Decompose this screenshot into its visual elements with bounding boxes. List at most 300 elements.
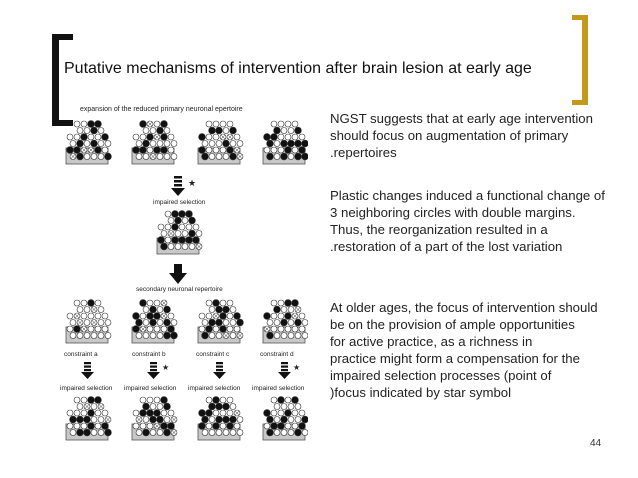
neuron-circle [95,410,101,416]
neuron-circle [161,410,167,416]
neuron-circle [84,128,90,134]
neuron-circle [288,154,294,160]
neuron-circle [98,154,104,160]
neuron-circle [227,410,233,416]
neuron-circle [186,237,193,244]
neuron-circle [220,326,227,333]
neuron-circle [199,326,205,332]
neuron-circle [271,326,277,332]
neuron-circle [95,397,102,404]
neuron-circle [70,416,77,423]
neuron-circle [143,403,150,410]
neuron-circle [147,326,153,332]
neuron-circle [278,121,284,127]
neuron-circle [220,423,226,429]
neuron-circle [237,417,243,423]
neuron-circle [292,397,299,404]
neuron-circle [186,211,193,218]
neuron-circle [295,429,302,436]
neuron-circle [209,154,215,160]
neuron-circle [158,237,165,244]
neuron-circle [171,141,177,147]
neuron-circle [150,430,156,436]
neuron-circle [84,416,91,423]
neuron-circle [157,416,164,423]
neuron-circle [230,416,237,423]
constraint-label: constraint c [196,351,230,358]
neuron-circle [140,313,146,319]
neuron-circle [271,134,278,141]
arrow-down-icon [278,362,300,379]
star-icon: ★ [188,178,197,188]
neuron-circle [102,313,108,319]
neuron-circle [206,410,213,417]
neuron-circle [230,404,236,410]
neuron-circle [147,300,153,306]
neuron-circle [171,320,177,326]
neuron-circle [206,397,212,403]
neuron-circle [220,313,227,320]
neuron-circle [95,313,101,319]
neuron-circle [143,417,149,423]
neuron-circle [302,430,308,436]
neuron-circle [175,231,181,237]
neuron-circle [102,423,109,430]
neuron-circle [164,417,170,423]
neuron-circle [165,224,171,230]
text-line: .repertoires [330,145,397,160]
neuron-circle [206,300,212,306]
neuron-circle [140,147,147,154]
arrow-down-icon [81,362,94,379]
neuron-circle [234,313,241,320]
neuron-circle [271,121,277,127]
neuron-circle [172,224,179,231]
neuron-circle [274,154,280,160]
neuron-circle [292,423,298,429]
neuron-circle [230,153,237,160]
neuron-circle [164,332,171,339]
neuron-circle [164,128,170,134]
constraint-labels-row [64,351,294,358]
neuron-circle [91,127,98,134]
neuron-circle [285,147,292,154]
neuron-cluster [263,397,308,440]
neuron-cluster [66,121,111,164]
neuron-circle [295,417,301,423]
neuron-circle [143,128,149,134]
neuron-circle [288,404,294,410]
neuron-circle [168,147,174,153]
neuron-circle [302,153,308,160]
neuron-circle [143,140,150,147]
neuron-circle [74,300,80,306]
neuron-circle [209,307,215,313]
neuron-circle [150,141,156,147]
neuron-circle [193,237,200,244]
star-icon: ★ [293,363,301,372]
neuron-circle [161,243,168,250]
neuronal-repertoire-figure [60,100,308,445]
neuron-circle [133,326,140,333]
neuron-circle [216,141,222,147]
neuron-circle [147,423,153,429]
neuron-circle [161,397,168,404]
neuron-circle [223,154,229,160]
neuron-circle [189,217,196,224]
neuron-circle [136,154,142,160]
neuron-circle [220,147,226,153]
neuron-circle [302,320,308,326]
neuron-circle [84,333,90,339]
neuron-circle [295,404,301,410]
neuron-circle [182,218,188,224]
neuron-circle [285,134,291,140]
neuron-circle [157,430,163,436]
figure-caption-top: expansion of the reduced primary neuronal epertoire [80,106,243,113]
neuron-circle [165,211,171,217]
neuron-circle [295,319,302,326]
neuron-circle [105,141,111,147]
neuron-circle [216,430,222,436]
neuron-cluster [132,121,177,164]
neuron-circle [147,134,154,141]
neuron-circle [274,141,280,147]
neuron-circle [206,121,212,127]
neuron-circle [230,333,236,339]
neuron-circle [216,319,223,326]
neuron-circle [140,121,147,128]
neuron-circle [264,147,270,153]
neuron-circle [281,128,287,134]
middle-repertoire [157,211,202,254]
neuron-circle [161,423,168,430]
neuron-circle [299,313,305,319]
neuron-circle [278,397,285,404]
neuron-circle [295,140,302,147]
neuron-circle [288,140,295,147]
arrow-down-icon [147,362,169,379]
neuron-circle [164,403,171,410]
arrow-down-icon-large [169,264,187,284]
neuron-circle [164,429,171,436]
neuron-circle [150,333,156,339]
text-line: practice might form a compensation for the [330,351,580,366]
neuron-circle [81,410,87,416]
text-line: should focus on augmentation of primary [330,128,569,143]
neuron-circle [299,410,305,416]
neuron-circle [199,134,206,141]
neuron-circle [70,333,76,339]
impaired-selection-label: impaired selection [252,385,305,392]
neuron-circle [164,154,170,160]
neuron-circle [88,410,95,417]
neuron-circle [189,230,196,237]
neuron-circle [299,326,305,332]
neuron-circle [285,121,291,127]
neuron-circle [143,307,149,313]
neuron-circle [179,224,185,230]
neuron-circle [81,121,87,127]
neuron-circle [88,423,95,430]
neuron-cluster [66,397,111,440]
text-block-3 [330,299,628,401]
neuron-circle [91,430,97,436]
neuron-circle [278,326,284,332]
constraint-repertoire-row [66,300,308,343]
neuron-circle [154,147,161,154]
neuron-circle [133,410,139,416]
neuron-circle [143,154,149,160]
constraint-label: constraint d [260,351,294,358]
text-line: Plastic changes induced a functional change of [330,188,605,203]
neuron-circle [209,319,216,326]
neuron-cluster [132,300,177,343]
neuron-cluster [263,121,308,164]
neuron-circle [91,333,97,339]
neuron-cluster [263,300,308,343]
neuron-circle [67,423,73,429]
neuron-circle [154,326,160,332]
neuron-circle [98,417,104,423]
neuron-circle [216,416,223,423]
neuron-circle [234,423,240,429]
neuron-circle [216,127,223,134]
neuron-circle [271,300,277,306]
neuron-circle [150,128,156,134]
text-line: for active practice, as a richness in [330,334,533,349]
neuron-circle [213,397,220,404]
neuron-circle [98,307,104,313]
neuron-circle [91,417,97,423]
neuron-circle [154,300,160,306]
neuron-circle [288,128,294,134]
neuron-circle [295,153,302,160]
neuron-circle [95,121,102,128]
neuron-circle [285,300,292,307]
neuron-circle [140,397,146,403]
star-icon: ★ [162,363,170,372]
neuron-circle [154,410,161,417]
neuron-circle [98,333,104,339]
neuron-circle [88,397,95,404]
neuron-circle [227,147,234,154]
neuron-circle [202,141,208,147]
neuron-circle [193,224,199,230]
neuron-circle [230,127,237,134]
neuron-circle [237,141,243,147]
constraint-label: constraint a [64,351,98,358]
neuron-circle [88,326,94,332]
neuron-circle [150,404,156,410]
neuron-circle [157,127,164,134]
neuron-circle [157,141,163,147]
neuron-circle [213,134,219,140]
neuron-circle [292,326,298,332]
neuron-circle [281,153,288,160]
neuron-circle [274,333,280,339]
neuron-circle [234,134,240,140]
neuron-cluster [198,121,243,164]
neuron-circle [220,121,226,127]
neuron-circle [230,307,236,313]
neuron-circle [213,147,219,153]
neuron-circle [209,127,216,134]
neuron-circle [171,332,178,339]
neuron-circle [264,134,271,141]
neuron-circle [157,333,163,339]
neuron-circle [227,397,233,403]
neuron-circle [81,397,87,403]
neuron-circle [274,320,280,326]
neuron-circle [70,320,76,326]
neuron-circle [154,313,161,320]
arrow-down-icon [213,362,226,379]
slide-title: Putative mechanisms of intervention after brain lesion at early age [64,60,532,77]
neuron-cluster [198,397,243,440]
neuron-circle [95,423,101,429]
neuron-circle [302,333,308,339]
text-block-1 [330,110,628,161]
neuron-circle [88,134,94,140]
neuron-circle [98,141,104,147]
neuron-circle [206,134,212,140]
neuron-circle [299,147,306,154]
neuron-circle [302,416,308,423]
neuron-circle [264,313,271,320]
neuron-circle [143,320,149,326]
neuron-circle [267,320,273,326]
neuron-circle [288,333,294,339]
neuron-circle [292,410,298,416]
neuron-circle [81,423,87,429]
neuron-circle [274,404,280,410]
neuron-circle [136,333,142,339]
neuron-circle [136,319,143,326]
neuron-circle [278,313,284,319]
neuron-circle [216,306,223,313]
arrow-down-icon [171,176,185,196]
neuron-circle [199,313,205,319]
neuron-circle [292,121,298,127]
neuron-circle [105,429,112,436]
neuron-circle [209,333,215,339]
neuron-circle [157,154,163,160]
neuron-circle [206,326,213,333]
neuron-circle [143,333,149,339]
neuron-circle [77,140,84,147]
neuron-circle [98,430,104,436]
neuron-circle [271,423,278,430]
neuron-circle [168,313,174,319]
page-number: 44 [590,438,602,449]
neuron-circle [234,326,240,332]
neuron-circle [67,313,73,319]
neuron-circle [133,134,139,140]
neuron-circle [67,147,74,154]
neuron-circle [281,333,287,339]
neuron-circle [74,410,80,416]
neuron-circle [74,326,81,333]
neuron-circle [223,128,229,134]
neuron-circle [84,320,90,326]
neuron-circle [143,429,150,436]
neuron-circle [140,410,147,417]
neuron-circle [84,154,90,160]
neuron-circle [223,416,230,423]
neuron-circle [209,417,215,423]
neuron-circle [154,397,160,403]
neuron-circle [102,326,108,332]
text-line: 3 neighboring circles with double margins. [330,205,576,220]
neuron-circle [213,300,220,307]
neuron-circle [189,244,195,250]
neuron-circle [88,313,94,319]
neuron-circle [175,217,182,224]
neuron-circle [295,127,302,134]
neuron-circle [281,416,288,423]
neuron-circle [274,306,281,313]
neuron-circle [223,306,230,313]
neuron-circle [171,154,177,160]
neuron-circle [74,134,80,140]
neuron-circle [271,397,277,403]
neuron-circle [70,430,76,436]
neuron-circle [281,319,288,326]
neuron-circle [157,307,163,313]
neuron-circle [267,416,274,423]
constraint-arrows-row [81,362,300,379]
neuron-circle [196,231,202,237]
neuron-circle [237,319,244,326]
neuron-circle [199,423,206,430]
neuron-circle [91,404,97,410]
neuron-circle [77,333,83,339]
neuron-circle [102,410,108,416]
neuron-circle [220,397,226,403]
neuron-circle [136,430,142,436]
neuron-circle [220,410,226,416]
neuron-circle [98,320,104,326]
text-line: NGST suggests that at early age intervention [330,111,593,126]
neuron-circle [278,134,284,140]
neuron-circle [278,147,284,153]
neuron-circle [202,332,209,339]
neuron-circle [292,134,298,140]
neuron-circle [172,211,179,218]
neuron-circle [281,430,287,436]
neuron-circle [81,134,88,141]
neuron-circle [285,423,291,429]
neuron-circle [133,313,140,320]
neuron-circle [91,140,98,147]
neuron-circle [295,333,301,339]
neuron-circle [271,147,277,153]
neuron-circle [161,121,168,128]
neuron-circle [77,153,84,160]
neuron-circle [213,423,220,430]
neuron-circle [230,320,236,326]
neuron-circle [227,300,233,306]
neuron-circle [292,300,299,307]
neuron-circle [95,147,102,154]
neuron-circle [271,410,277,416]
neuron-circle [230,430,236,436]
neuron-circle [168,134,174,140]
neuron-circle [213,410,219,416]
neuron-circle [150,319,157,326]
neuron-circle [84,429,91,436]
